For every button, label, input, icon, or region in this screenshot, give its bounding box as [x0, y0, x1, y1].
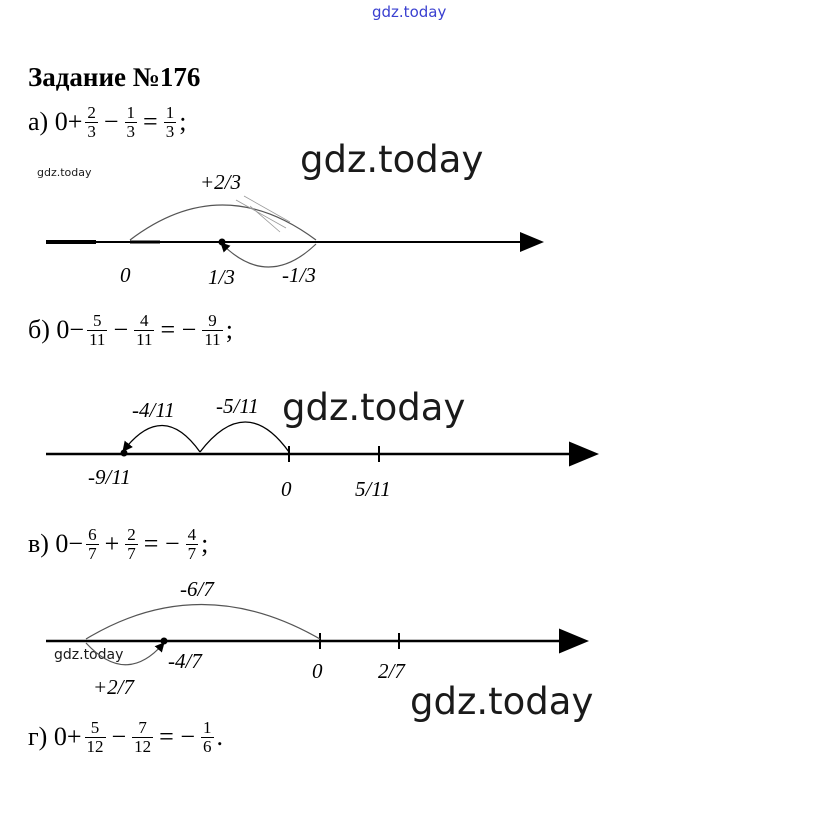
- label-zero: 0: [312, 659, 323, 683]
- label-minus-nine-elevenths: -9/11: [88, 465, 131, 489]
- fraction: $\frac{4}{7}$: [187, 525, 197, 563]
- fraction: $\frac{9}{11}$: [204, 311, 221, 349]
- equals-sign: = −: [160, 315, 197, 345]
- fraction: $\frac{1}{3}$: [126, 103, 136, 141]
- equals-sign: =: [143, 107, 158, 137]
- scribble-marks: [236, 196, 290, 232]
- fraction: $\frac{1}{3}$: [165, 103, 175, 141]
- label-zero: 0: [120, 263, 131, 287]
- watermark-small-c: gdz.today: [54, 647, 124, 663]
- arc-minus-six-sevenths: [86, 605, 320, 640]
- label-minus-one-third: -1/3: [282, 263, 316, 287]
- label-minus-six-sevenths: -6/7: [180, 577, 214, 601]
- operator: −: [113, 315, 129, 345]
- equals-sign: = −: [159, 722, 195, 752]
- arc-plus-two-thirds: [130, 205, 316, 240]
- label-minus-four-sevenths: -4/7: [168, 649, 202, 673]
- equation-a-label: а) 0+: [28, 107, 83, 137]
- label-five-elevenths: 5/11: [355, 477, 391, 501]
- number-line-b: [46, 394, 594, 501]
- fraction: $\frac{2}{7}$: [127, 525, 136, 563]
- fraction: $\frac{2}{3}$: [87, 103, 96, 141]
- terminator: ;: [225, 315, 233, 345]
- fraction: $\frac{5}{11}$: [89, 311, 106, 349]
- watermark-big-b: gdz.today: [282, 386, 466, 429]
- task-title: Задание №176: [28, 62, 201, 92]
- label-minus-four-elevenths: -4/11: [132, 398, 175, 422]
- equation-d-label: г) 0+: [28, 722, 82, 752]
- equation-b-label: б) 0−: [28, 315, 85, 345]
- fraction: $\frac{4}{11}$: [136, 311, 153, 349]
- label-plus-two-thirds: +2/3: [200, 170, 242, 194]
- terminator: ;: [179, 107, 187, 137]
- point-minus-four-sevenths: [161, 638, 168, 645]
- label-one-third: 1/3: [208, 265, 235, 289]
- operator: −: [103, 107, 119, 137]
- operator: +: [104, 529, 120, 559]
- terminator: ;: [201, 529, 209, 559]
- arc-minus-four-elevenths: [124, 425, 200, 452]
- fraction: $\frac{1}{6}$: [203, 718, 212, 756]
- equation-c-label: в) 0−: [28, 529, 84, 559]
- watermark-big-c: gdz.today: [410, 680, 594, 723]
- operator: −: [111, 722, 127, 752]
- terminator: .: [216, 722, 223, 752]
- arc-minus-five-elevenths: [200, 422, 289, 452]
- watermark-small-a: gdz.today: [37, 166, 92, 179]
- number-line-c: [46, 577, 584, 699]
- label-minus-five-elevenths: -5/11: [216, 394, 259, 418]
- label-zero: 0: [281, 477, 292, 501]
- fraction: $\frac{6}{7}$: [88, 525, 97, 563]
- fraction: $\frac{7}{12}$: [134, 718, 152, 756]
- number-line-a: [46, 170, 540, 289]
- label-two-sevenths: 2/7: [378, 659, 405, 683]
- arc-plus-two-sevenths: [86, 643, 163, 665]
- fraction: $\frac{5}{12}$: [86, 718, 104, 756]
- watermark-top: gdz.today: [372, 3, 447, 21]
- point-one-third: [219, 239, 226, 246]
- equals-sign: = −: [143, 529, 180, 559]
- point-minus-nine-elevenths: [121, 450, 128, 457]
- watermark-big-a: gdz.today: [300, 138, 484, 181]
- label-plus-two-sevenths: +2/7: [93, 675, 135, 699]
